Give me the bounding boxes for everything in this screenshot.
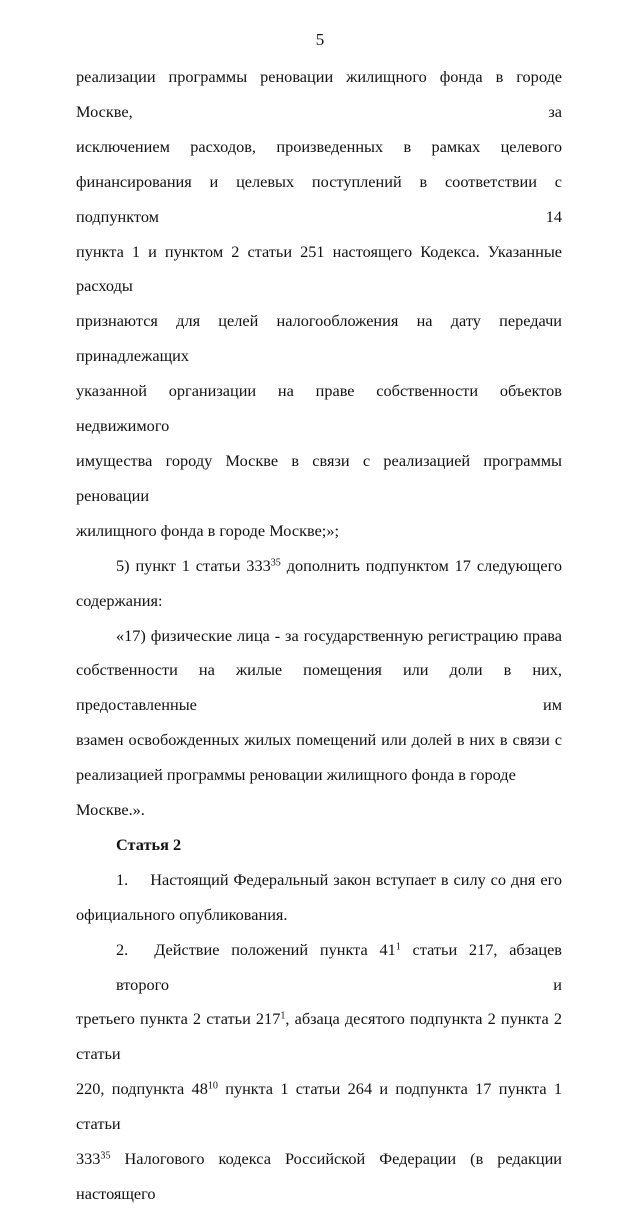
text-line — [76, 1072, 562, 1142]
heading-text: Статья 2 — [116, 834, 182, 854]
text-line — [76, 549, 562, 584]
superscript: 35 — [270, 557, 281, 569]
text-line: реализацией программы реновации жилищного фонда в городе Москве.». — [76, 765, 516, 820]
text-fragment: статьи 217, абзацев второго и — [116, 939, 562, 994]
text-fragment: Налогового кодекса Российской Федерации (в редакции настоящего — [76, 1149, 562, 1203]
text-line: финансирования и целевых поступлений в соответствии с подпунктом 14 — [76, 171, 562, 226]
text-line: «17) физические лица - за государственную регистрацию права — [116, 625, 562, 645]
text-fragment: , абзаца десятого подпункта 2 пункта 2 статьи — [76, 1009, 562, 1064]
text-line: содержания: — [76, 590, 163, 610]
text-line — [76, 1002, 562, 1072]
text-line: официального опубликования. — [76, 904, 288, 924]
article-heading — [76, 828, 562, 863]
paragraph-subitem-17 — [76, 619, 562, 828]
superscript: 1 — [395, 941, 401, 953]
text-line: указанной организации на праве собственности объектов недвижимого — [76, 381, 562, 436]
text-fragment: 333 — [76, 1149, 101, 1169]
document-body — [76, 60, 562, 1212]
paragraph-article2-item2 — [76, 933, 562, 1212]
text-line — [76, 933, 562, 1003]
text-fragment: 220, подпункта 48 — [76, 1079, 208, 1099]
text-fragment: Действие положений пункта 41 — [154, 939, 396, 959]
text-line — [76, 863, 562, 898]
superscript: 1 — [280, 1010, 286, 1022]
text-line: собственности на жилые помещения или доли в них, предоставленные им — [76, 660, 562, 715]
text-fragment: Настоящий Федеральный закон вступает в силу со дня его — [150, 869, 562, 889]
item-number: 2. — [116, 939, 129, 959]
text-fragment: 5) пункт 1 статьи 333 — [116, 555, 271, 575]
page-number: 5 — [315, 30, 325, 49]
text-fragment: пункта 1 статьи 264 и подпункта 17 пункта 1 статьи — [76, 1079, 562, 1134]
text-line: взамен освобожденных жилых помещений или долей в них в связи с — [76, 730, 562, 750]
paragraph-article2-item1 — [76, 863, 562, 933]
text-fragment: дополнить подпунктом 17 следующего — [280, 555, 562, 575]
text-line: реализации программы реновации жилищного фонда в городе Москве, за — [76, 67, 562, 121]
text-fragment: третьего пункта 2 статьи 217 — [76, 1009, 281, 1029]
text-line: исключением расходов, произведенных в рамках целевого — [76, 136, 562, 156]
superscript: 10 — [207, 1080, 218, 1092]
text-line: пункта 1 и пунктом 2 статьи 251 настоящего Кодекса. Указанные расходы — [76, 241, 562, 296]
text-line: признаются для целей налогообложения на дату передачи принадлежащих — [76, 311, 562, 366]
paragraph-item-5 — [76, 549, 562, 619]
text-line — [76, 1142, 562, 1212]
item-number: 1. — [116, 869, 129, 889]
paragraph-renovation-expenses — [76, 60, 562, 549]
superscript: 35 — [100, 1150, 111, 1162]
text-line: имущества городу Москве в связи с реализацией программы реновации — [76, 450, 562, 505]
text-line: жилищного фонда в городе Москве;»; — [76, 520, 339, 540]
